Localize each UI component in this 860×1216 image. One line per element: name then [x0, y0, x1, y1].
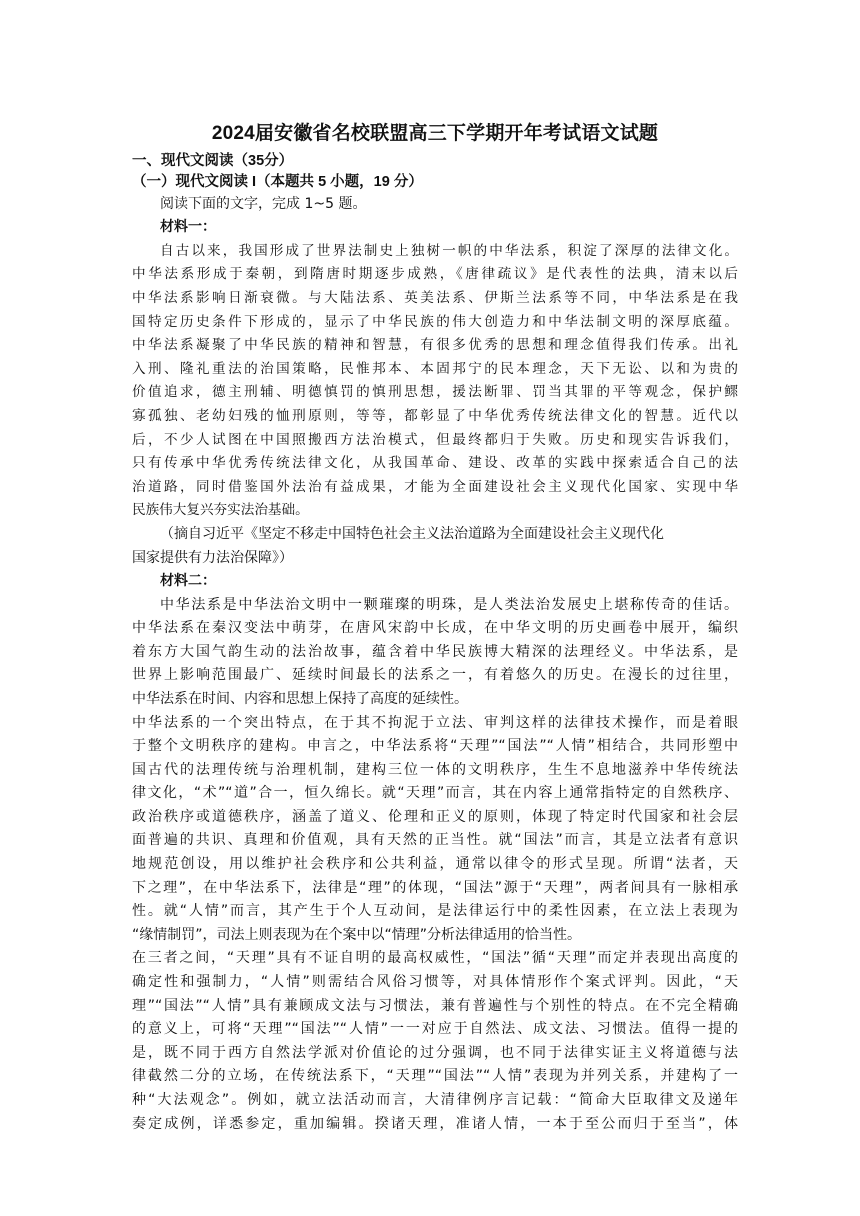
text-line: 世界上影响范围最广、延续时间最长的法系之一，有着悠久的历史。在漫长的过往里， — [132, 667, 738, 684]
instruction-text: 阅读下面的文字，完成 1~5 题。 — [160, 196, 367, 212]
paragraph — [132, 594, 738, 712]
text-line: 中华法系在时间、内容和思想上保持了高度的延续性。 — [132, 690, 468, 707]
text-line: 民族伟大复兴夯实法治基础。 — [132, 502, 309, 519]
text-line: 中华法系是中华法治文明中一颗璀璨的明珠，是人类法治发展史上堪称传奇的佳话。 — [160, 596, 738, 613]
document-content — [132, 118, 738, 1136]
text-line: 入刑、隆礼重法的治国策略，民惟邦本、本固邦宁的民本理念，天下无讼、以和为贵的 — [132, 360, 738, 377]
material1-text — [132, 240, 738, 523]
text-line: 只有传承中华优秀传统法律文化，从我国革命、建设、改革的实践中探索适合自己的法 — [132, 455, 738, 472]
text-line: 着东方大国气韵生动的法治故事，蕴含着中华民族博大精深的法理经义。中华法系，是 — [132, 643, 738, 660]
text-line: 中华法系形成于秦朝，到隋唐时期逐步成熟，《唐律疏议》是代表性的法典，清末以后 — [132, 266, 738, 283]
text-line: 国特定历史条件下形成的，显示了中华民族的伟大创造力和中华法制文明的深厚底蕴。 — [132, 313, 738, 330]
text-line: 后，不少人试图在中国照搬西方法治模式，但最终都归于失败。历史和现实告诉我们， — [132, 431, 738, 448]
page-title: 2024届安徽省名校联盟高三下学期开年考试语文试题 — [211, 123, 659, 144]
text-line: 是，既不同于西方自然法学派对价值论的过分强调，也不同于法律实证主义将道德与法 — [132, 1044, 738, 1061]
text-line: 种“大法观念”。例如，就立法活动而言，大清律例序言记载：“简命大臣取律文及递年 — [132, 1092, 738, 1108]
source-line: 国家提供有力法治保障》） — [132, 549, 293, 566]
material2-label: 材料二： — [160, 573, 216, 590]
text-line: 奏定成例，详悉参定，重加编辑。揆诸天理，准诸人情，一本于至公而归于至当”，体 — [132, 1115, 738, 1132]
text-line: 地规范创设，用以维护社会秩序和公共利益，通常以律令的形式呈现。所谓“法者，天 — [132, 856, 738, 873]
text-line: 的意义上，可将“天理”“国法”“人情”一一对应于自然法、成文法、习惯法。值得一提的 — [132, 1021, 738, 1038]
text-line: 寡孤独、老幼妇残的恤刑原则，等等，都彰显了中华优秀传统法律文化的智慧。近代以 — [132, 407, 738, 424]
text-line: 律文化，“术”“道”合一，恒久绵长。就“天理”而言，其在内容上通常指特定的自然秩序、 — [132, 785, 738, 802]
text-line: 律截然二分的立场，在传统法系下，“天理”“国法”“人情”表现为并列关系，并建构了一 — [132, 1068, 738, 1085]
text-line: 于整个文明秩序的建构。申言之，中华法系将“天理”“国法”“人情”相结合，共同形塑中 — [132, 738, 738, 755]
text-line: 中华法系的一个突出特点，在于其不拘泥于立法、审判这样的法律技术操作，而是着眼 — [132, 714, 738, 731]
text-line: 国古代的法理传统与治理机制，建构三位一体的文明秩序，生生不息地滋养中华传统法 — [132, 761, 738, 778]
text-line: 确定性和强制力，“人情”则需结合风俗习惯等，对具体情形作个案式评判。因此，“天 — [132, 974, 738, 991]
paragraph — [132, 947, 738, 1136]
text-line: 在三者之间，“天理”具有不证自明的最高权威性，“国法”循“天理”而定并表现出高度的 — [132, 950, 738, 967]
section-heading: 一、现代文阅读（35分） — [132, 153, 294, 169]
text-line: 中华法系凝聚了中华民族的精神和智慧，有很多优秀的思想和理念值得我们传承。出礼 — [132, 337, 738, 354]
material1-label: 材料一： — [160, 219, 216, 236]
source-line: （摘自习近平《坚定不移走中国特色社会主义法治道路为全面建设社会主义现代化 — [160, 525, 664, 542]
text-line: 性。就“人情”而言，其产生于个人互动间，是法律运行中的柔性因素，在立法上表现为 — [132, 903, 738, 920]
material2-text — [132, 594, 738, 1137]
text-line: 自古以来，我国形成了世界法制史上独树一帜的中华法系，积淀了深厚的法律文化。 — [160, 242, 738, 259]
text-line: 政治秩序或道德秩序，涵盖了道义、伦理和正义的原则，体现了特定时代国家和社会层 — [132, 808, 738, 825]
text-line: 中华法系影响日渐衰微。与大陆法系、英美法系、伊斯兰法系等不同，中华法系是在我 — [132, 290, 738, 306]
text-line: 价值追求，德主刑辅、明德慎罚的慎刑思想，援法断罪、罚当其罪的平等观念，保护鳏 — [132, 384, 738, 401]
source-citation — [132, 523, 738, 570]
text-line: 下之理”，在中华法系下，法律是“理”的体现，“国法”源于“天理”，两者间具有一脉相承 — [132, 879, 738, 896]
paragraph — [132, 712, 738, 948]
text-line: 中华法系在秦汉变法中萌芽，在唐风宋韵中长成，在中华文明的历史画卷中展开，编织 — [132, 620, 738, 637]
text-line: 治道路，同时借鉴国外法治有益成果，才能为全面建设社会主义现代化国家、实现中华 — [132, 478, 738, 495]
text-line: “缘情制罚”，司法上则表现为在个案中以“情理”分析法律适用的恰当性。 — [132, 926, 582, 943]
subsection-heading: （一）现代文阅读 I（本题共 5 小题，19 分） — [132, 174, 423, 190]
text-line: 理”“国法”“人情”具有兼顾成文法与习惯法，兼有普遍性与个别性的特点。在不完全精确 — [132, 997, 738, 1014]
text-line: 面普遍的共识、真理和价值观，具有天然的正当性。就“国法”而言，其是立法者有意识 — [132, 832, 738, 849]
